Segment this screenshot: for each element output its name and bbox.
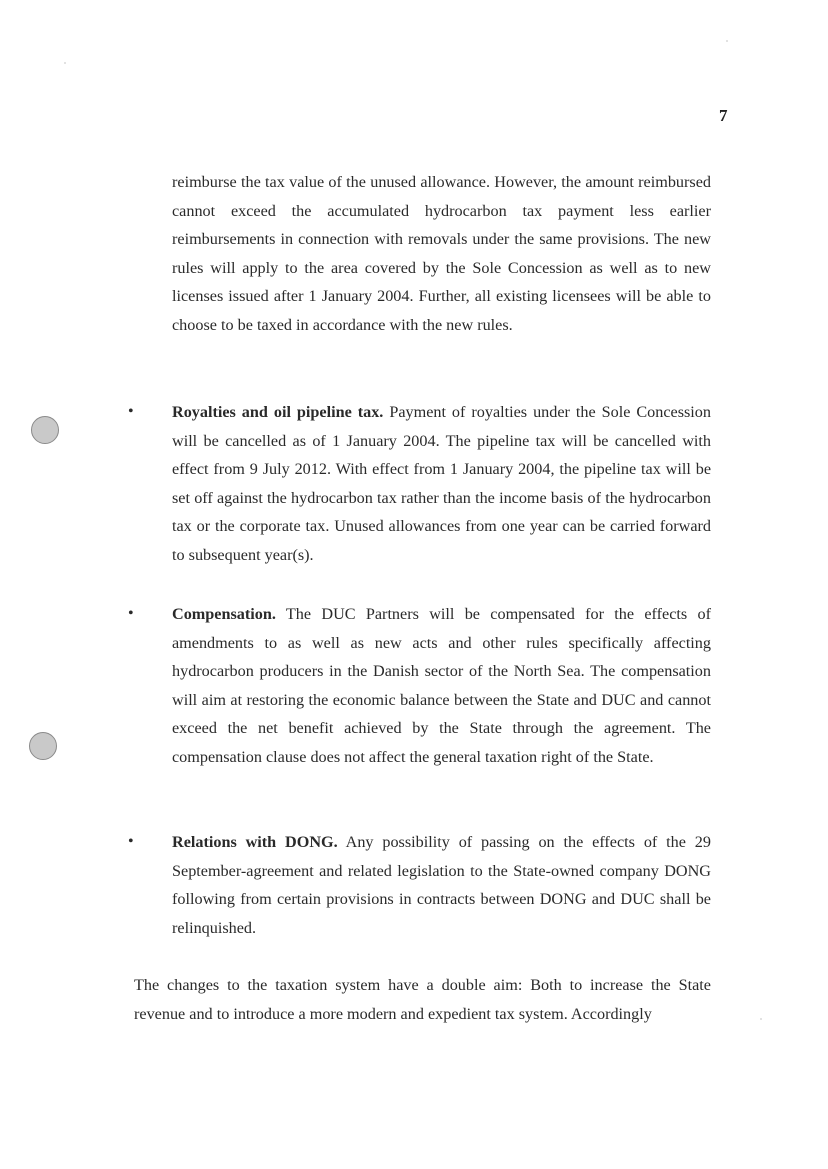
bullet-marker: •	[128, 605, 134, 622]
scan-speck	[64, 62, 66, 64]
bullet-lead: Royalties and oil pipeline tax.	[172, 403, 384, 421]
punch-hole-bottom	[29, 732, 57, 760]
bullet-text: Payment of royalties under the Sole Concession will be cancelled as of 1 January 2004. The pipeline tax will be cancelled with effect from 9 July 2012. With effect from 1 January 2004, the pipeline tax will be set off against the hydrocarbon tax rather than the income basis of the hydrocarbon tax or the corporate tax. Unused allowances from one year can be carried forward to subsequent year(s).	[172, 403, 711, 564]
bullet-marker: •	[128, 403, 134, 420]
bullet-item-compensation	[172, 600, 711, 771]
page-number: 7	[719, 106, 728, 125]
bullet-text: Any possibility of passing on the effects of the 29 September-agreement and related legislation to the State-owned company DONG following from certain provisions in contracts between DONG and DUC shall be relinquished.	[172, 833, 711, 937]
bullet-marker: •	[128, 833, 134, 850]
bullet-item-relations-with-dong	[172, 828, 711, 942]
scan-speck	[760, 1018, 762, 1020]
bullet-item-royalties	[172, 398, 711, 569]
punch-hole-top	[31, 416, 59, 444]
bullet-lead: Compensation.	[172, 605, 276, 623]
closing-paragraph: The changes to the taxation system have a double aim: Both to increase the State revenue and to introduce a more modern and expedient tax system. Accordingly	[134, 976, 711, 1023]
scan-speck	[726, 40, 728, 42]
bullet-text: The DUC Partners will be compensated for the effects of amendments to as well as new acts and other rules specifically affecting hydrocarbon producers in the Danish sector of the North Sea. The compensation will aim at restoring the economic balance between the State and DUC and cannot exceed the net benefit achieved by the State through the agreement. The compensation clause does not affect the general taxation right of the State.	[172, 605, 711, 766]
bullet-lead: Relations with DONG.	[172, 833, 338, 851]
continuation-paragraph: reimburse the tax value of the unused allowance. However, the amount reimbursed cannot exceed the accumulated hydrocarbon tax payment less earlier reimbursements in connection with removals under the same provisions. The new rules will apply to the area covered by the Sole Concession as well as to new licenses issued after 1 January 2004. Further, all existing licensees will be able to choose to be taxed in accordance with the new rules.	[172, 173, 711, 334]
